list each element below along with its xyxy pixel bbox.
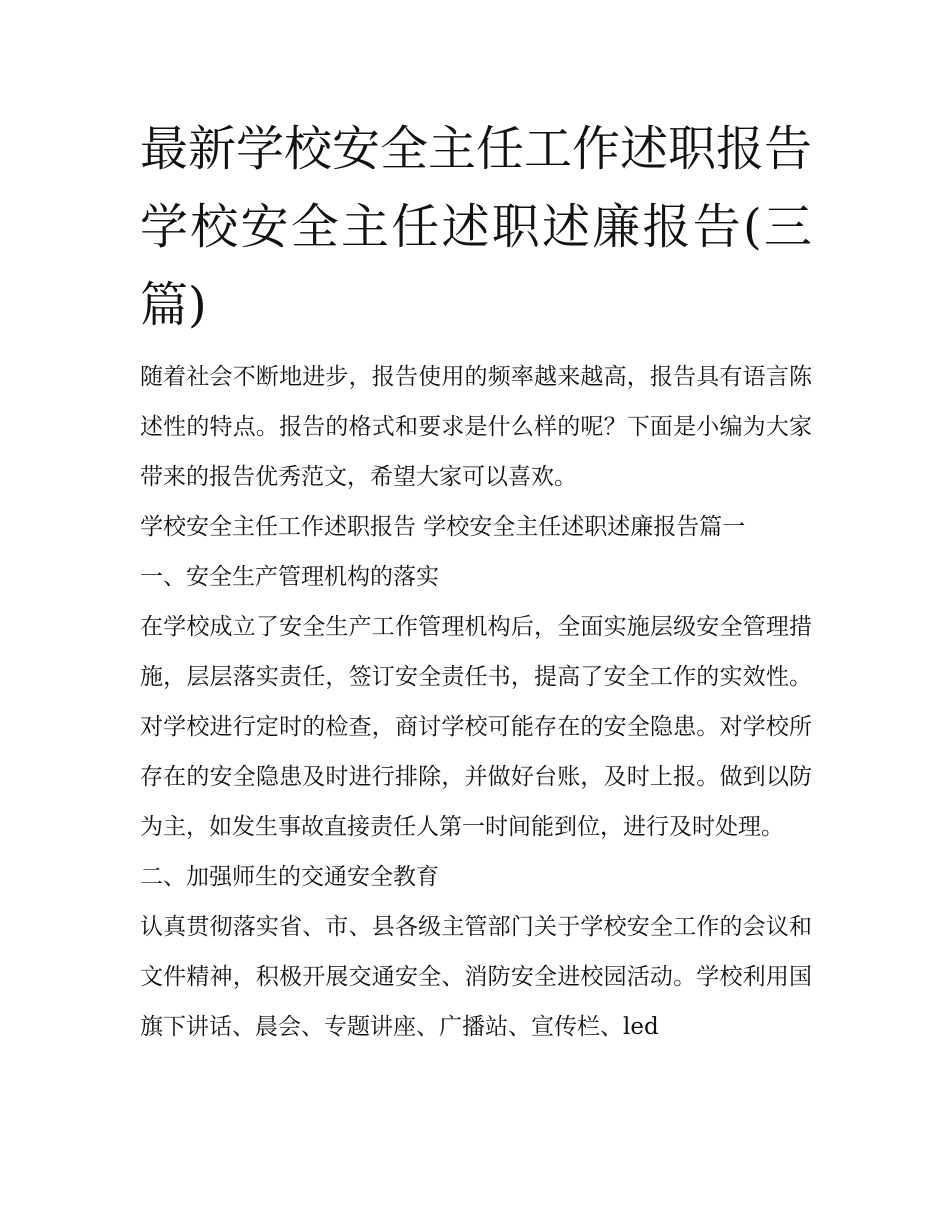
paragraph-one: 在学校成立了安全生产工作管理机构后，全面实施层级安全管理措施，层层落实责任，签订安全责任书，提高了安全工作的实效性。对学校进行定时的检查，商讨学校可能存在的安全隐患。对学校所存在的安全隐患及时进行排除，并做好台账，及时上报。做到以防为主，如发生事故直接责任人第一时间能到位，进行及时处理。 bbox=[140, 614, 812, 840]
document-title: 最新学校安全主任工作述职报告 学校安全主任述职述廉报告(三篇) bbox=[140, 121, 813, 333]
section-title: 学校安全主任工作述职报告 学校安全主任述职述廉报告篇一 bbox=[140, 514, 746, 540]
document-page bbox=[140, 110, 812, 1052]
intro-paragraph: 随着社会不断地进步，报告使用的频率越来越高，报告具有语言陈述性的特点。报告的格式和要求是什么样的呢？下面是小编为大家带来的报告优秀范文，希望大家可以喜欢。 bbox=[140, 364, 812, 490]
heading-one: 一、安全生产管理机构的落实 bbox=[140, 564, 439, 590]
heading-two: 二、加强师生的交通安全教育 bbox=[140, 864, 439, 890]
paragraph-two: 认真贯彻落实省、市、县各级主管部门关于学校安全工作的会议和文件精神，积极开展交通安全、消防安全进校园活动。学校利用国旗下讲话、晨会、专题讲座、广播站、宣传栏、led bbox=[140, 914, 812, 1040]
